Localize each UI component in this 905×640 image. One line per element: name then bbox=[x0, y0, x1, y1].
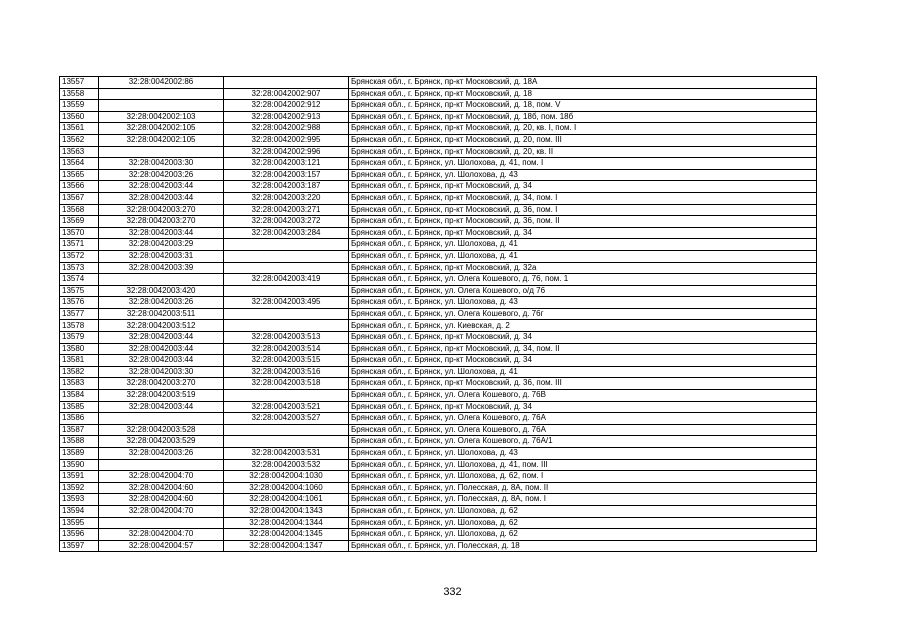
table-row bbox=[60, 192, 817, 204]
cadastral-number-cell: 32:28:0042004:1344 bbox=[224, 517, 349, 529]
parent-cadastral-number-cell bbox=[99, 146, 224, 158]
cadastral-number-cell: 32:28:0042003:272 bbox=[224, 216, 349, 228]
table-row bbox=[60, 308, 817, 320]
table-row bbox=[60, 540, 817, 552]
cadastral-number-cell: 32:28:0042003:532 bbox=[224, 459, 349, 471]
table-row bbox=[60, 529, 817, 541]
table-row bbox=[60, 88, 817, 100]
parent-cadastral-number-cell: 32:28:0042003:512 bbox=[99, 320, 224, 332]
parent-cadastral-number-cell: 32:28:0042003:44 bbox=[99, 401, 224, 413]
address-cell: Брянская обл., г. Брянск, пр-кт Московский, д. 20, кв. I, пом. I bbox=[349, 123, 817, 135]
table-row bbox=[60, 227, 817, 239]
cadastral-number-cell bbox=[224, 424, 349, 436]
table-row bbox=[60, 297, 817, 309]
cadastral-number-cell: 32:28:0042003:121 bbox=[224, 158, 349, 170]
row-number-cell: 13564 bbox=[60, 158, 99, 170]
row-number-cell: 13592 bbox=[60, 482, 99, 494]
parent-cadastral-number-cell: 32:28:0042003:44 bbox=[99, 227, 224, 239]
parent-cadastral-number-cell: 32:28:0042002:105 bbox=[99, 134, 224, 146]
cadastral-number-cell bbox=[224, 320, 349, 332]
cadastral-number-cell: 32:28:0042003:516 bbox=[224, 366, 349, 378]
cadastral-number-cell: 32:28:0042003:187 bbox=[224, 181, 349, 193]
row-number-cell: 13579 bbox=[60, 332, 99, 344]
table-row bbox=[60, 390, 817, 402]
parent-cadastral-number-cell: 32:28:0042004:60 bbox=[99, 482, 224, 494]
cadastral-number-cell bbox=[224, 262, 349, 274]
address-cell: Брянская обл., г. Брянск, ул. Шолохова, д. 41 bbox=[349, 366, 817, 378]
address-cell: Брянская обл., г. Брянск, ул. Олега Кошевого, о/д 76 bbox=[349, 285, 817, 297]
table-row bbox=[60, 436, 817, 448]
row-number-cell: 13561 bbox=[60, 123, 99, 135]
address-cell: Брянская обл., г. Брянск, пр-кт Московский, д. 34 bbox=[349, 355, 817, 367]
row-number-cell: 13593 bbox=[60, 494, 99, 506]
cadastral-number-cell: 32:28:0042003:521 bbox=[224, 401, 349, 413]
row-number-cell: 13595 bbox=[60, 517, 99, 529]
parent-cadastral-number-cell: 32:28:0042003:528 bbox=[99, 424, 224, 436]
table-row bbox=[60, 448, 817, 460]
table-row bbox=[60, 494, 817, 506]
cadastral-number-cell: 32:28:0042002:913 bbox=[224, 111, 349, 123]
address-cell: Брянская обл., г. Брянск, пр-кт Московский, д. 36, пом. II bbox=[349, 216, 817, 228]
table-row bbox=[60, 332, 817, 344]
parent-cadastral-number-cell: 32:28:0042003:44 bbox=[99, 355, 224, 367]
row-number-cell: 13570 bbox=[60, 227, 99, 239]
row-number-cell: 13585 bbox=[60, 401, 99, 413]
row-number-cell: 13578 bbox=[60, 320, 99, 332]
address-cell: Брянская обл., г. Брянск, пр-кт Московский, д. 36, пом. I bbox=[349, 204, 817, 216]
cadastral-number-cell bbox=[224, 250, 349, 262]
row-number-cell: 13582 bbox=[60, 366, 99, 378]
row-number-cell: 13571 bbox=[60, 239, 99, 251]
cadastral-number-cell bbox=[224, 308, 349, 320]
table-row bbox=[60, 77, 817, 89]
row-number-cell: 13587 bbox=[60, 424, 99, 436]
parent-cadastral-number-cell: 32:28:0042003:26 bbox=[99, 169, 224, 181]
parent-cadastral-number-cell: 32:28:0042003:420 bbox=[99, 285, 224, 297]
address-cell: Брянская обл., г. Брянск, ул. Шолохова, д. 62 bbox=[349, 505, 817, 517]
cadastral-number-cell: 32:28:0042003:284 bbox=[224, 227, 349, 239]
row-number-cell: 13557 bbox=[60, 77, 99, 89]
address-cell: Брянская обл., г. Брянск, пр-кт Московский, д. 20, пом. III bbox=[349, 134, 817, 146]
address-cell: Брянская обл., г. Брянск, ул. Олега Кошевого, д. 76г bbox=[349, 308, 817, 320]
cadastral-number-cell: 32:28:0042004:1343 bbox=[224, 505, 349, 517]
parent-cadastral-number-cell: 32:28:0042003:44 bbox=[99, 343, 224, 355]
table-row bbox=[60, 146, 817, 158]
row-number-cell: 13574 bbox=[60, 274, 99, 286]
table-row bbox=[60, 517, 817, 529]
cadastral-number-cell: 32:28:0042003:514 bbox=[224, 343, 349, 355]
row-number-cell: 13594 bbox=[60, 505, 99, 517]
table-row bbox=[60, 413, 817, 425]
row-number-cell: 13581 bbox=[60, 355, 99, 367]
row-number-cell: 13559 bbox=[60, 100, 99, 112]
cadastral-number-cell: 32:28:0042003:515 bbox=[224, 355, 349, 367]
address-cell: Брянская обл., г. Брянск, ул. Шолохова, д. 62 bbox=[349, 529, 817, 541]
cadastral-number-cell: 32:28:0042003:513 bbox=[224, 332, 349, 344]
table-row bbox=[60, 111, 817, 123]
cadastral-number-cell bbox=[224, 436, 349, 448]
table-row bbox=[60, 250, 817, 262]
parent-cadastral-number-cell: 32:28:0042003:30 bbox=[99, 366, 224, 378]
table-row bbox=[60, 401, 817, 413]
cadastral-number-cell: 32:28:0042003:518 bbox=[224, 378, 349, 390]
address-cell: Брянская обл., г. Брянск, ул. Шолохова, д. 41, пом. I bbox=[349, 158, 817, 170]
cadastral-number-cell bbox=[224, 285, 349, 297]
row-number-cell: 13583 bbox=[60, 378, 99, 390]
table-row bbox=[60, 100, 817, 112]
cadastral-number-cell: 32:28:0042004:1347 bbox=[224, 540, 349, 552]
table-row bbox=[60, 285, 817, 297]
row-number-cell: 13580 bbox=[60, 343, 99, 355]
cadastral-number-cell bbox=[224, 239, 349, 251]
address-cell: Брянская обл., г. Брянск, ул. Олега Кошевого, д. 76В bbox=[349, 390, 817, 402]
table-row bbox=[60, 459, 817, 471]
address-cell: Брянская обл., г. Брянск, ул. Шолохова, д. 62, пом. I bbox=[349, 471, 817, 483]
parent-cadastral-number-cell: 32:28:0042003:26 bbox=[99, 448, 224, 460]
parent-cadastral-number-cell: 32:28:0042004:60 bbox=[99, 494, 224, 506]
table-row bbox=[60, 123, 817, 135]
parent-cadastral-number-cell: 32:28:0042002:86 bbox=[99, 77, 224, 89]
table-row bbox=[60, 343, 817, 355]
address-cell: Брянская обл., г. Брянск, пр-кт Московский, д. 34 bbox=[349, 332, 817, 344]
address-cell: Брянская обл., г. Брянск, ул. Шолохова, д. 41 bbox=[349, 239, 817, 251]
address-cell: Брянская обл., г. Брянск, ул. Шолохова, д. 43 bbox=[349, 448, 817, 460]
row-number-cell: 13567 bbox=[60, 192, 99, 204]
address-cell: Брянская обл., г. Брянск, пр-кт Московский, д. 34 bbox=[349, 227, 817, 239]
address-cell: Брянская обл., г. Брянск, пр-кт Московский, д. 34 bbox=[349, 401, 817, 413]
address-cell: Брянская обл., г. Брянск, пр-кт Московский, д. 34 bbox=[349, 181, 817, 193]
property-registry-table bbox=[59, 76, 817, 552]
address-cell: Брянская обл., г. Брянск, пр-кт Московский, д. 18А bbox=[349, 77, 817, 89]
table-row bbox=[60, 262, 817, 274]
parent-cadastral-number-cell bbox=[99, 88, 224, 100]
parent-cadastral-number-cell: 32:28:0042003:270 bbox=[99, 378, 224, 390]
parent-cadastral-number-cell: 32:28:0042004:70 bbox=[99, 529, 224, 541]
address-cell: Брянская обл., г. Брянск, ул. Шолохова, д. 41 bbox=[349, 250, 817, 262]
row-number-cell: 13576 bbox=[60, 297, 99, 309]
parent-cadastral-number-cell bbox=[99, 413, 224, 425]
table-row bbox=[60, 274, 817, 286]
cadastral-number-cell: 32:28:0042003:495 bbox=[224, 297, 349, 309]
parent-cadastral-number-cell bbox=[99, 459, 224, 471]
table-row bbox=[60, 366, 817, 378]
address-cell: Брянская обл., г. Брянск, пр-кт Московский, д. 34, пом. I bbox=[349, 192, 817, 204]
parent-cadastral-number-cell: 32:28:0042003:44 bbox=[99, 332, 224, 344]
table-row bbox=[60, 471, 817, 483]
address-cell: Брянская обл., г. Брянск, пр-кт Московский, д. 36, пом. III bbox=[349, 378, 817, 390]
row-number-cell: 13560 bbox=[60, 111, 99, 123]
cadastral-number-cell: 32:28:0042003:157 bbox=[224, 169, 349, 181]
address-cell: Брянская обл., г. Брянск, ул. Шолохова, д. 43 bbox=[349, 297, 817, 309]
cadastral-number-cell: 32:28:0042003:419 bbox=[224, 274, 349, 286]
parent-cadastral-number-cell: 32:28:0042003:519 bbox=[99, 390, 224, 402]
row-number-cell: 13562 bbox=[60, 134, 99, 146]
cadastral-number-cell: 32:28:0042003:531 bbox=[224, 448, 349, 460]
cadastral-number-cell: 32:28:0042004:1060 bbox=[224, 482, 349, 494]
parent-cadastral-number-cell: 32:28:0042004:70 bbox=[99, 505, 224, 517]
parent-cadastral-number-cell: 32:28:0042002:105 bbox=[99, 123, 224, 135]
table-row bbox=[60, 505, 817, 517]
cadastral-number-cell: 32:28:0042003:220 bbox=[224, 192, 349, 204]
address-cell: Брянская обл., г. Брянск, ул. Шолохова, д. 62 bbox=[349, 517, 817, 529]
parent-cadastral-number-cell: 32:28:0042003:529 bbox=[99, 436, 224, 448]
row-number-cell: 13572 bbox=[60, 250, 99, 262]
row-number-cell: 13566 bbox=[60, 181, 99, 193]
row-number-cell: 13565 bbox=[60, 169, 99, 181]
table-row bbox=[60, 134, 817, 146]
parent-cadastral-number-cell: 32:28:0042003:31 bbox=[99, 250, 224, 262]
parent-cadastral-number-cell: 32:28:0042003:26 bbox=[99, 297, 224, 309]
address-cell: Брянская обл., г. Брянск, пр-кт Московский, д. 18б, пом. 18б bbox=[349, 111, 817, 123]
address-cell: Брянская обл., г. Брянск, пр-кт Московский, д. 18, пом. V bbox=[349, 100, 817, 112]
address-cell: Брянская обл., г. Брянск, ул. Олега Кошевого, д. 76А/1 bbox=[349, 436, 817, 448]
address-cell: Брянская обл., г. Брянск, ул. Олега Кошевого, д. 76А bbox=[349, 413, 817, 425]
parent-cadastral-number-cell: 32:28:0042003:270 bbox=[99, 204, 224, 216]
table-row bbox=[60, 239, 817, 251]
cadastral-number-cell: 32:28:0042003:271 bbox=[224, 204, 349, 216]
address-cell: Брянская обл., г. Брянск, ул. Шолохова, д. 43 bbox=[349, 169, 817, 181]
parent-cadastral-number-cell: 32:28:0042003:29 bbox=[99, 239, 224, 251]
registry-table-body bbox=[60, 77, 817, 552]
cadastral-number-cell: 32:28:0042002:988 bbox=[224, 123, 349, 135]
row-number-cell: 13558 bbox=[60, 88, 99, 100]
address-cell: Брянская обл., г. Брянск, ул. Полесская, д. 8А, пом. II bbox=[349, 482, 817, 494]
parent-cadastral-number-cell: 32:28:0042003:44 bbox=[99, 192, 224, 204]
table-row bbox=[60, 378, 817, 390]
row-number-cell: 13591 bbox=[60, 471, 99, 483]
address-cell: Брянская обл., г. Брянск, ул. Киевская, д. 2 bbox=[349, 320, 817, 332]
row-number-cell: 13563 bbox=[60, 146, 99, 158]
row-number-cell: 13568 bbox=[60, 204, 99, 216]
parent-cadastral-number-cell: 32:28:0042003:270 bbox=[99, 216, 224, 228]
parent-cadastral-number-cell bbox=[99, 274, 224, 286]
address-cell: Брянская обл., г. Брянск, пр-кт Московский, д. 18 bbox=[349, 88, 817, 100]
row-number-cell: 13588 bbox=[60, 436, 99, 448]
address-cell: Брянская обл., г. Брянск, ул. Полесская, д. 18 bbox=[349, 540, 817, 552]
cadastral-number-cell: 32:28:0042002:996 bbox=[224, 146, 349, 158]
parent-cadastral-number-cell bbox=[99, 517, 224, 529]
row-number-cell: 13584 bbox=[60, 390, 99, 402]
parent-cadastral-number-cell: 32:28:0042003:511 bbox=[99, 308, 224, 320]
cadastral-number-cell bbox=[224, 77, 349, 89]
address-cell: Брянская обл., г. Брянск, пр-кт Московский, д. 32а bbox=[349, 262, 817, 274]
table-row bbox=[60, 355, 817, 367]
address-cell: Брянская обл., г. Брянск, ул. Полесская, д. 8А, пом. I bbox=[349, 494, 817, 506]
page-number: 332 bbox=[443, 586, 462, 598]
parent-cadastral-number-cell: 32:28:0042004:57 bbox=[99, 540, 224, 552]
row-number-cell: 13573 bbox=[60, 262, 99, 274]
table-row bbox=[60, 320, 817, 332]
row-number-cell: 13590 bbox=[60, 459, 99, 471]
row-number-cell: 13597 bbox=[60, 540, 99, 552]
row-number-cell: 13589 bbox=[60, 448, 99, 460]
parent-cadastral-number-cell: 32:28:0042003:44 bbox=[99, 181, 224, 193]
table-row bbox=[60, 181, 817, 193]
cadastral-number-cell: 32:28:0042003:527 bbox=[224, 413, 349, 425]
cadastral-number-cell: 32:28:0042002:995 bbox=[224, 134, 349, 146]
parent-cadastral-number-cell: 32:28:0042003:30 bbox=[99, 158, 224, 170]
table-row bbox=[60, 169, 817, 181]
address-cell: Брянская обл., г. Брянск, ул. Олега Кошевого, д. 76А bbox=[349, 424, 817, 436]
table-row bbox=[60, 424, 817, 436]
row-number-cell: 13586 bbox=[60, 413, 99, 425]
parent-cadastral-number-cell: 32:28:0042003:39 bbox=[99, 262, 224, 274]
cadastral-number-cell: 32:28:0042002:912 bbox=[224, 100, 349, 112]
cadastral-number-cell: 32:28:0042004:1061 bbox=[224, 494, 349, 506]
table-row bbox=[60, 216, 817, 228]
cadastral-number-cell bbox=[224, 390, 349, 402]
table-row bbox=[60, 204, 817, 216]
parent-cadastral-number-cell: 32:28:0042004:70 bbox=[99, 471, 224, 483]
row-number-cell: 13577 bbox=[60, 308, 99, 320]
address-cell: Брянская обл., г. Брянск, пр-кт Московский, д. 34, пом. II bbox=[349, 343, 817, 355]
cadastral-number-cell: 32:28:0042002:907 bbox=[224, 88, 349, 100]
cadastral-number-cell: 32:28:0042004:1030 bbox=[224, 471, 349, 483]
table-row bbox=[60, 158, 817, 170]
parent-cadastral-number-cell: 32:28:0042002:103 bbox=[99, 111, 224, 123]
address-cell: Брянская обл., г. Брянск, ул. Олега Кошевого, д. 76, пом. 1 bbox=[349, 274, 817, 286]
address-cell: Брянская обл., г. Брянск, ул. Шолохова, д. 41, пом. III bbox=[349, 459, 817, 471]
table-row bbox=[60, 482, 817, 494]
cadastral-number-cell: 32:28:0042004:1345 bbox=[224, 529, 349, 541]
parent-cadastral-number-cell bbox=[99, 100, 224, 112]
address-cell: Брянская обл., г. Брянск, пр-кт Московский, д. 20, кв. II bbox=[349, 146, 817, 158]
row-number-cell: 13569 bbox=[60, 216, 99, 228]
row-number-cell: 13575 bbox=[60, 285, 99, 297]
row-number-cell: 13596 bbox=[60, 529, 99, 541]
